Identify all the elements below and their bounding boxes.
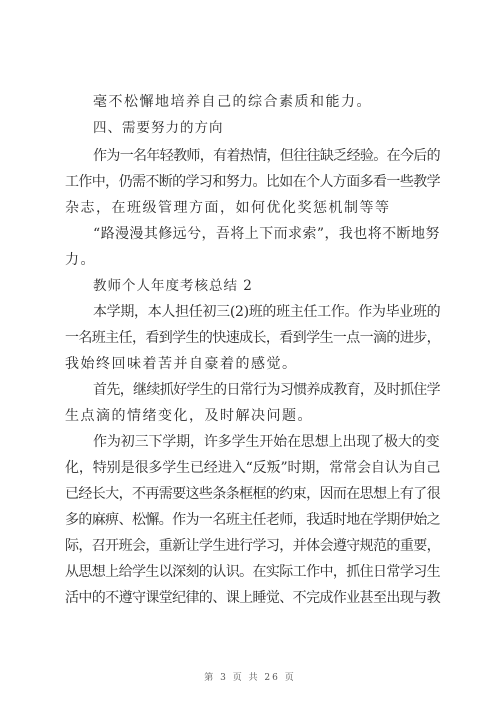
text-line: 多的麻痹、松懈。作为一名班主任老师，我适时地在学期伊始之	[65, 512, 440, 528]
text-line: 作为一名年轻教师，有着热情，但往往缺乏经验。在今后的	[93, 148, 440, 164]
text-line: 活中的不遵守课堂纪律的、课上睡觉、不完成作业甚至出现与教	[65, 590, 440, 606]
text-line: 工作中，仍需不断的学习和努力。比如在个人方面多看一些教学	[65, 174, 440, 190]
text-line: 杂志，在班级管理方面，如何优化奖惩机制等等	[65, 200, 391, 216]
text-line: 一名班主任，看到学生的快速成长，看到学生一点一滴的进步，	[65, 330, 440, 346]
text-line: 化，特别是很多学生已经进入“反叛”时期，常常会自认为自己	[65, 460, 441, 476]
document-title: 教师个人年度考核总结 2	[93, 278, 253, 294]
text-line: 从思想上给学生以深刻的认识。在实际工作中，抓住日常学习生	[65, 564, 440, 580]
text-line: 已经长大，不再需要这些条条框框的约束，因而在思想上有了很	[65, 486, 440, 502]
text-line: 力。	[65, 252, 96, 268]
text-line: 际，召开班会，重新让学生进行学习，并体会遵守规范的重要，	[65, 538, 440, 554]
text-line: 作为初三下学期，许多学生开始在思想上出现了极大的变	[93, 434, 440, 450]
text-line: 我始终回味着苦并自豪着的感觉。	[65, 356, 298, 372]
text-line: “路漫漫其修远兮，吾将上下而求索”，我也将不断地努	[93, 226, 440, 242]
page-number-footer: 第 3 页 共 26 页	[204, 673, 296, 683]
text-line: 毫不松懈地培养自己的综合素质和能力。	[93, 94, 372, 110]
text-line: 本学期，本人担任初三(2)班的班主任工作。作为毕业班的	[93, 304, 441, 320]
section-heading: 四、需要努力的方向	[93, 120, 224, 136]
text-line: 生点滴的情绪变化，及时解决问题。	[65, 408, 313, 424]
text-line: 首先，继续抓好学生的日常行为习惯养成教育，及时抓住学	[93, 382, 440, 398]
